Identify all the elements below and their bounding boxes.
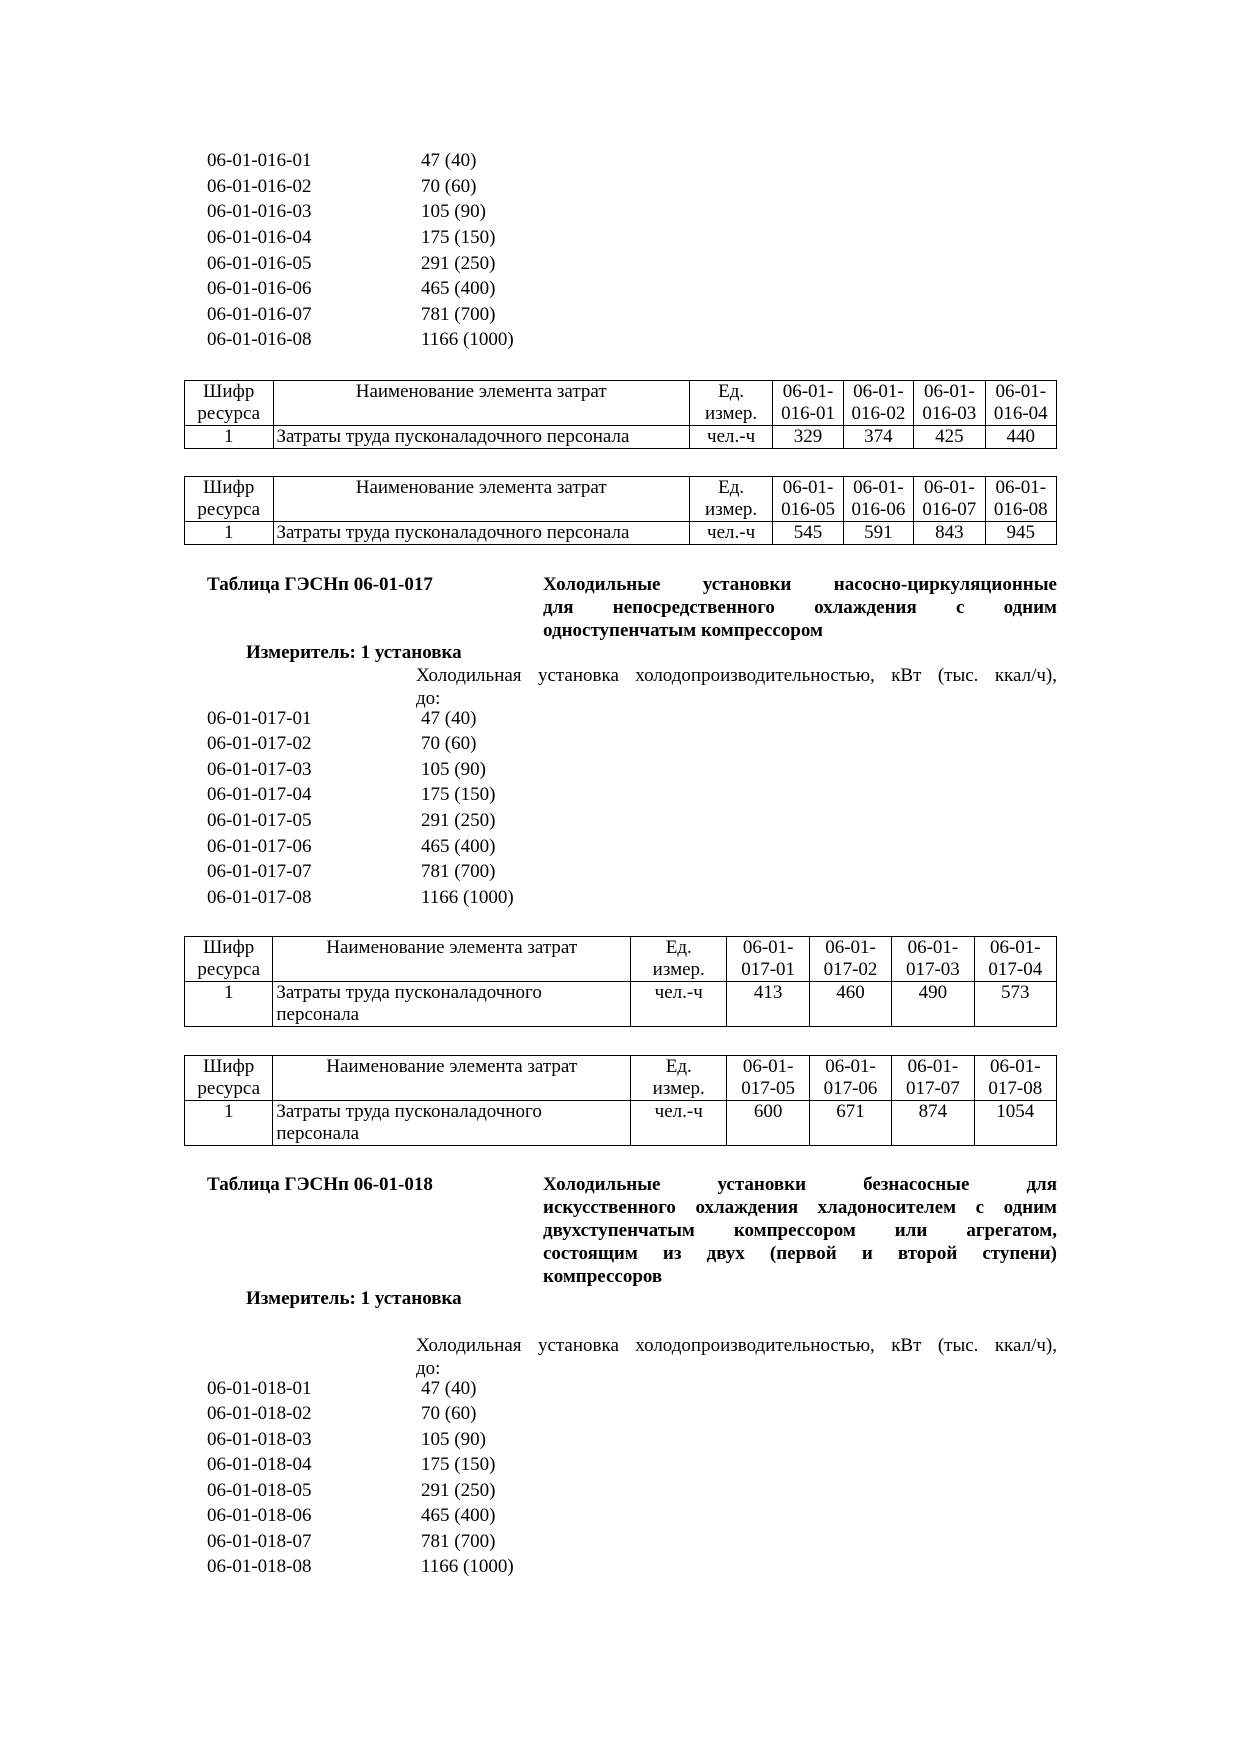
item-value: 465 (400)	[421, 278, 496, 299]
item-code: 06-01-017-07	[207, 861, 312, 882]
description-line: для непосредственного охлаждения с одним	[543, 597, 1057, 618]
item-value: 105 (90)	[421, 759, 486, 780]
row-num: 1	[185, 426, 274, 449]
row-value: 413	[727, 982, 809, 1027]
row-name: Затраты труда пусконаладочного персонала	[273, 426, 689, 449]
row-value: 600	[727, 1101, 809, 1146]
table-header-row	[185, 381, 1057, 426]
item-value: 70 (60)	[421, 176, 477, 197]
header-name: Наименование элемента затрат	[273, 1056, 631, 1101]
item-code: 06-01-016-05	[207, 253, 312, 274]
row-value: 490	[892, 982, 974, 1027]
item-value: 781 (700)	[421, 304, 496, 325]
row-value: 545	[773, 522, 843, 545]
measure-label-017: Измеритель: 1 установка	[246, 642, 462, 663]
item-value: 105 (90)	[421, 1429, 486, 1450]
item-value: 70 (60)	[421, 1403, 477, 1424]
item-code: 06-01-017-04	[207, 784, 312, 805]
header-col: 06-01- 017-04	[974, 937, 1056, 982]
item-code: 06-01-018-01	[207, 1378, 312, 1399]
table-row	[185, 426, 1057, 449]
header-col: 06-01- 016-03	[914, 381, 985, 426]
item-code: 06-01-017-06	[207, 836, 312, 857]
header-unit: Ед. измер.	[631, 937, 727, 982]
header-col: 06-01- 017-03	[892, 937, 974, 982]
item-code: 06-01-016-08	[207, 329, 312, 350]
intro-line: Холодильная установка холодопроизводительностью, кВт (тыс. ккал/ч),	[416, 1335, 1057, 1356]
item-value: 175 (150)	[421, 1454, 496, 1475]
item-code: 06-01-017-05	[207, 810, 312, 831]
description-line: искусственного охлаждения хладоносителем с одним	[543, 1197, 1057, 1218]
item-code: 06-01-016-01	[207, 150, 312, 171]
intro-line: Холодильная установка холодопроизводительностью, кВт (тыс. ккал/ч),	[416, 665, 1057, 686]
item-value: 47 (40)	[421, 708, 477, 729]
row-value: 1054	[974, 1101, 1056, 1146]
header-col: 06-01- 016-05	[773, 477, 843, 522]
row-value: 843	[914, 522, 985, 545]
table-row	[185, 522, 1057, 545]
intro-text-018	[416, 1334, 1057, 1380]
header-col: 06-01- 016-02	[843, 381, 913, 426]
row-value: 440	[985, 426, 1056, 449]
item-code: 06-01-016-04	[207, 227, 312, 248]
row-value: 425	[914, 426, 985, 449]
item-value: 291 (250)	[421, 253, 496, 274]
header-col: 06-01- 017-08	[974, 1056, 1056, 1101]
item-code: 06-01-016-03	[207, 201, 312, 222]
description-line: компрессоров	[543, 1266, 663, 1287]
item-value: 465 (400)	[421, 1505, 496, 1526]
item-code: 06-01-017-03	[207, 759, 312, 780]
item-code: 06-01-016-02	[207, 176, 312, 197]
item-value: 47 (40)	[421, 150, 477, 171]
item-code: 06-01-016-06	[207, 278, 312, 299]
description-line: состоящим из двух (первой и второй ступени)	[543, 1243, 1057, 1264]
row-value: 329	[773, 426, 843, 449]
intro-line: до:	[416, 1358, 441, 1379]
item-value: 781 (700)	[421, 1531, 496, 1552]
header-code: Шифр ресурса	[185, 937, 273, 982]
row-value: 591	[843, 522, 913, 545]
table-label-017: Таблица ГЭСНп 06-01-017	[207, 574, 433, 595]
cost-table-017-b	[184, 1055, 1057, 1146]
header-unit: Ед. измер.	[689, 477, 772, 522]
header-col: 06-01- 017-02	[809, 937, 891, 982]
header-col: 06-01- 017-01	[727, 937, 809, 982]
table-row	[185, 982, 1057, 1027]
header-name: Наименование элемента затрат	[273, 477, 689, 522]
item-value: 175 (150)	[421, 227, 496, 248]
description-line: Холодильные установки безнасосные для	[543, 1174, 1057, 1195]
row-value: 945	[985, 522, 1056, 545]
item-code: 06-01-018-08	[207, 1556, 312, 1577]
table-label-018: Таблица ГЭСНп 06-01-018	[207, 1174, 433, 1195]
row-num: 1	[185, 982, 273, 1027]
row-value: 374	[843, 426, 913, 449]
header-col: 06-01- 016-04	[985, 381, 1056, 426]
row-unit: чел.-ч	[631, 1101, 727, 1146]
description-line: одноступенчатым компрессором	[543, 620, 823, 641]
row-num: 1	[185, 522, 274, 545]
item-code: 06-01-017-02	[207, 733, 312, 754]
row-unit: чел.-ч	[689, 522, 772, 545]
item-code: 06-01-018-05	[207, 1480, 312, 1501]
header-col: 06-01- 016-07	[914, 477, 985, 522]
item-code: 06-01-017-01	[207, 708, 312, 729]
header-unit: Ед. измер.	[631, 1056, 727, 1101]
row-name: Затраты труда пусконаладочного персонала	[273, 1101, 631, 1146]
table-header-row	[185, 1056, 1057, 1101]
cost-table-016-b	[184, 476, 1057, 545]
header-code: Шифр ресурса	[185, 477, 274, 522]
header-col: 06-01- 016-01	[773, 381, 843, 426]
description-line: двухступенчатым компрессором или агрегатом,	[543, 1220, 1057, 1241]
row-value: 460	[809, 982, 891, 1027]
intro-text-017	[416, 664, 1057, 710]
item-value: 1166 (1000)	[421, 887, 514, 908]
item-code: 06-01-018-06	[207, 1505, 312, 1526]
header-name: Наименование элемента затрат	[273, 381, 689, 426]
item-value: 47 (40)	[421, 1378, 477, 1399]
item-value: 1166 (1000)	[421, 1556, 514, 1577]
section-description-017	[543, 573, 1057, 642]
row-name: Затраты труда пусконаладочного персонала	[273, 982, 631, 1027]
item-value: 1166 (1000)	[421, 329, 514, 350]
cost-table-017-a	[184, 936, 1057, 1027]
row-unit: чел.-ч	[631, 982, 727, 1027]
header-col: 06-01- 016-08	[985, 477, 1056, 522]
item-value: 291 (250)	[421, 1480, 496, 1501]
row-value: 573	[974, 982, 1056, 1027]
item-code: 06-01-016-07	[207, 304, 312, 325]
description-line: Холодильные установки насосно-циркуляционные	[543, 574, 1057, 595]
table-row	[185, 1101, 1057, 1146]
section-description-018	[543, 1173, 1057, 1288]
item-value: 175 (150)	[421, 784, 496, 805]
row-name: Затраты труда пусконаладочного персонала	[273, 522, 689, 545]
table-header-row	[185, 937, 1057, 982]
item-code: 06-01-018-07	[207, 1531, 312, 1552]
item-code: 06-01-018-02	[207, 1403, 312, 1424]
header-col: 06-01- 017-06	[809, 1056, 891, 1101]
item-value: 465 (400)	[421, 836, 496, 857]
item-value: 105 (90)	[421, 201, 486, 222]
item-code: 06-01-018-03	[207, 1429, 312, 1450]
intro-line: до:	[416, 688, 441, 709]
header-col: 06-01- 016-06	[843, 477, 913, 522]
header-code: Шифр ресурса	[185, 1056, 273, 1101]
cost-table-016-a	[184, 380, 1057, 449]
measure-label-018: Измеритель: 1 установка	[246, 1288, 462, 1309]
row-value: 671	[809, 1101, 891, 1146]
item-code: 06-01-017-08	[207, 887, 312, 908]
item-value: 781 (700)	[421, 861, 496, 882]
row-value: 874	[892, 1101, 974, 1146]
item-value: 291 (250)	[421, 810, 496, 831]
table-header-row	[185, 477, 1057, 522]
header-name: Наименование элемента затрат	[273, 937, 631, 982]
row-unit: чел.-ч	[689, 426, 772, 449]
item-code: 06-01-018-04	[207, 1454, 312, 1475]
header-col: 06-01- 017-05	[727, 1056, 809, 1101]
item-value: 70 (60)	[421, 733, 477, 754]
header-code: Шифр ресурса	[185, 381, 274, 426]
header-col: 06-01- 017-07	[892, 1056, 974, 1101]
header-unit: Ед. измер.	[689, 381, 772, 426]
row-num: 1	[185, 1101, 273, 1146]
